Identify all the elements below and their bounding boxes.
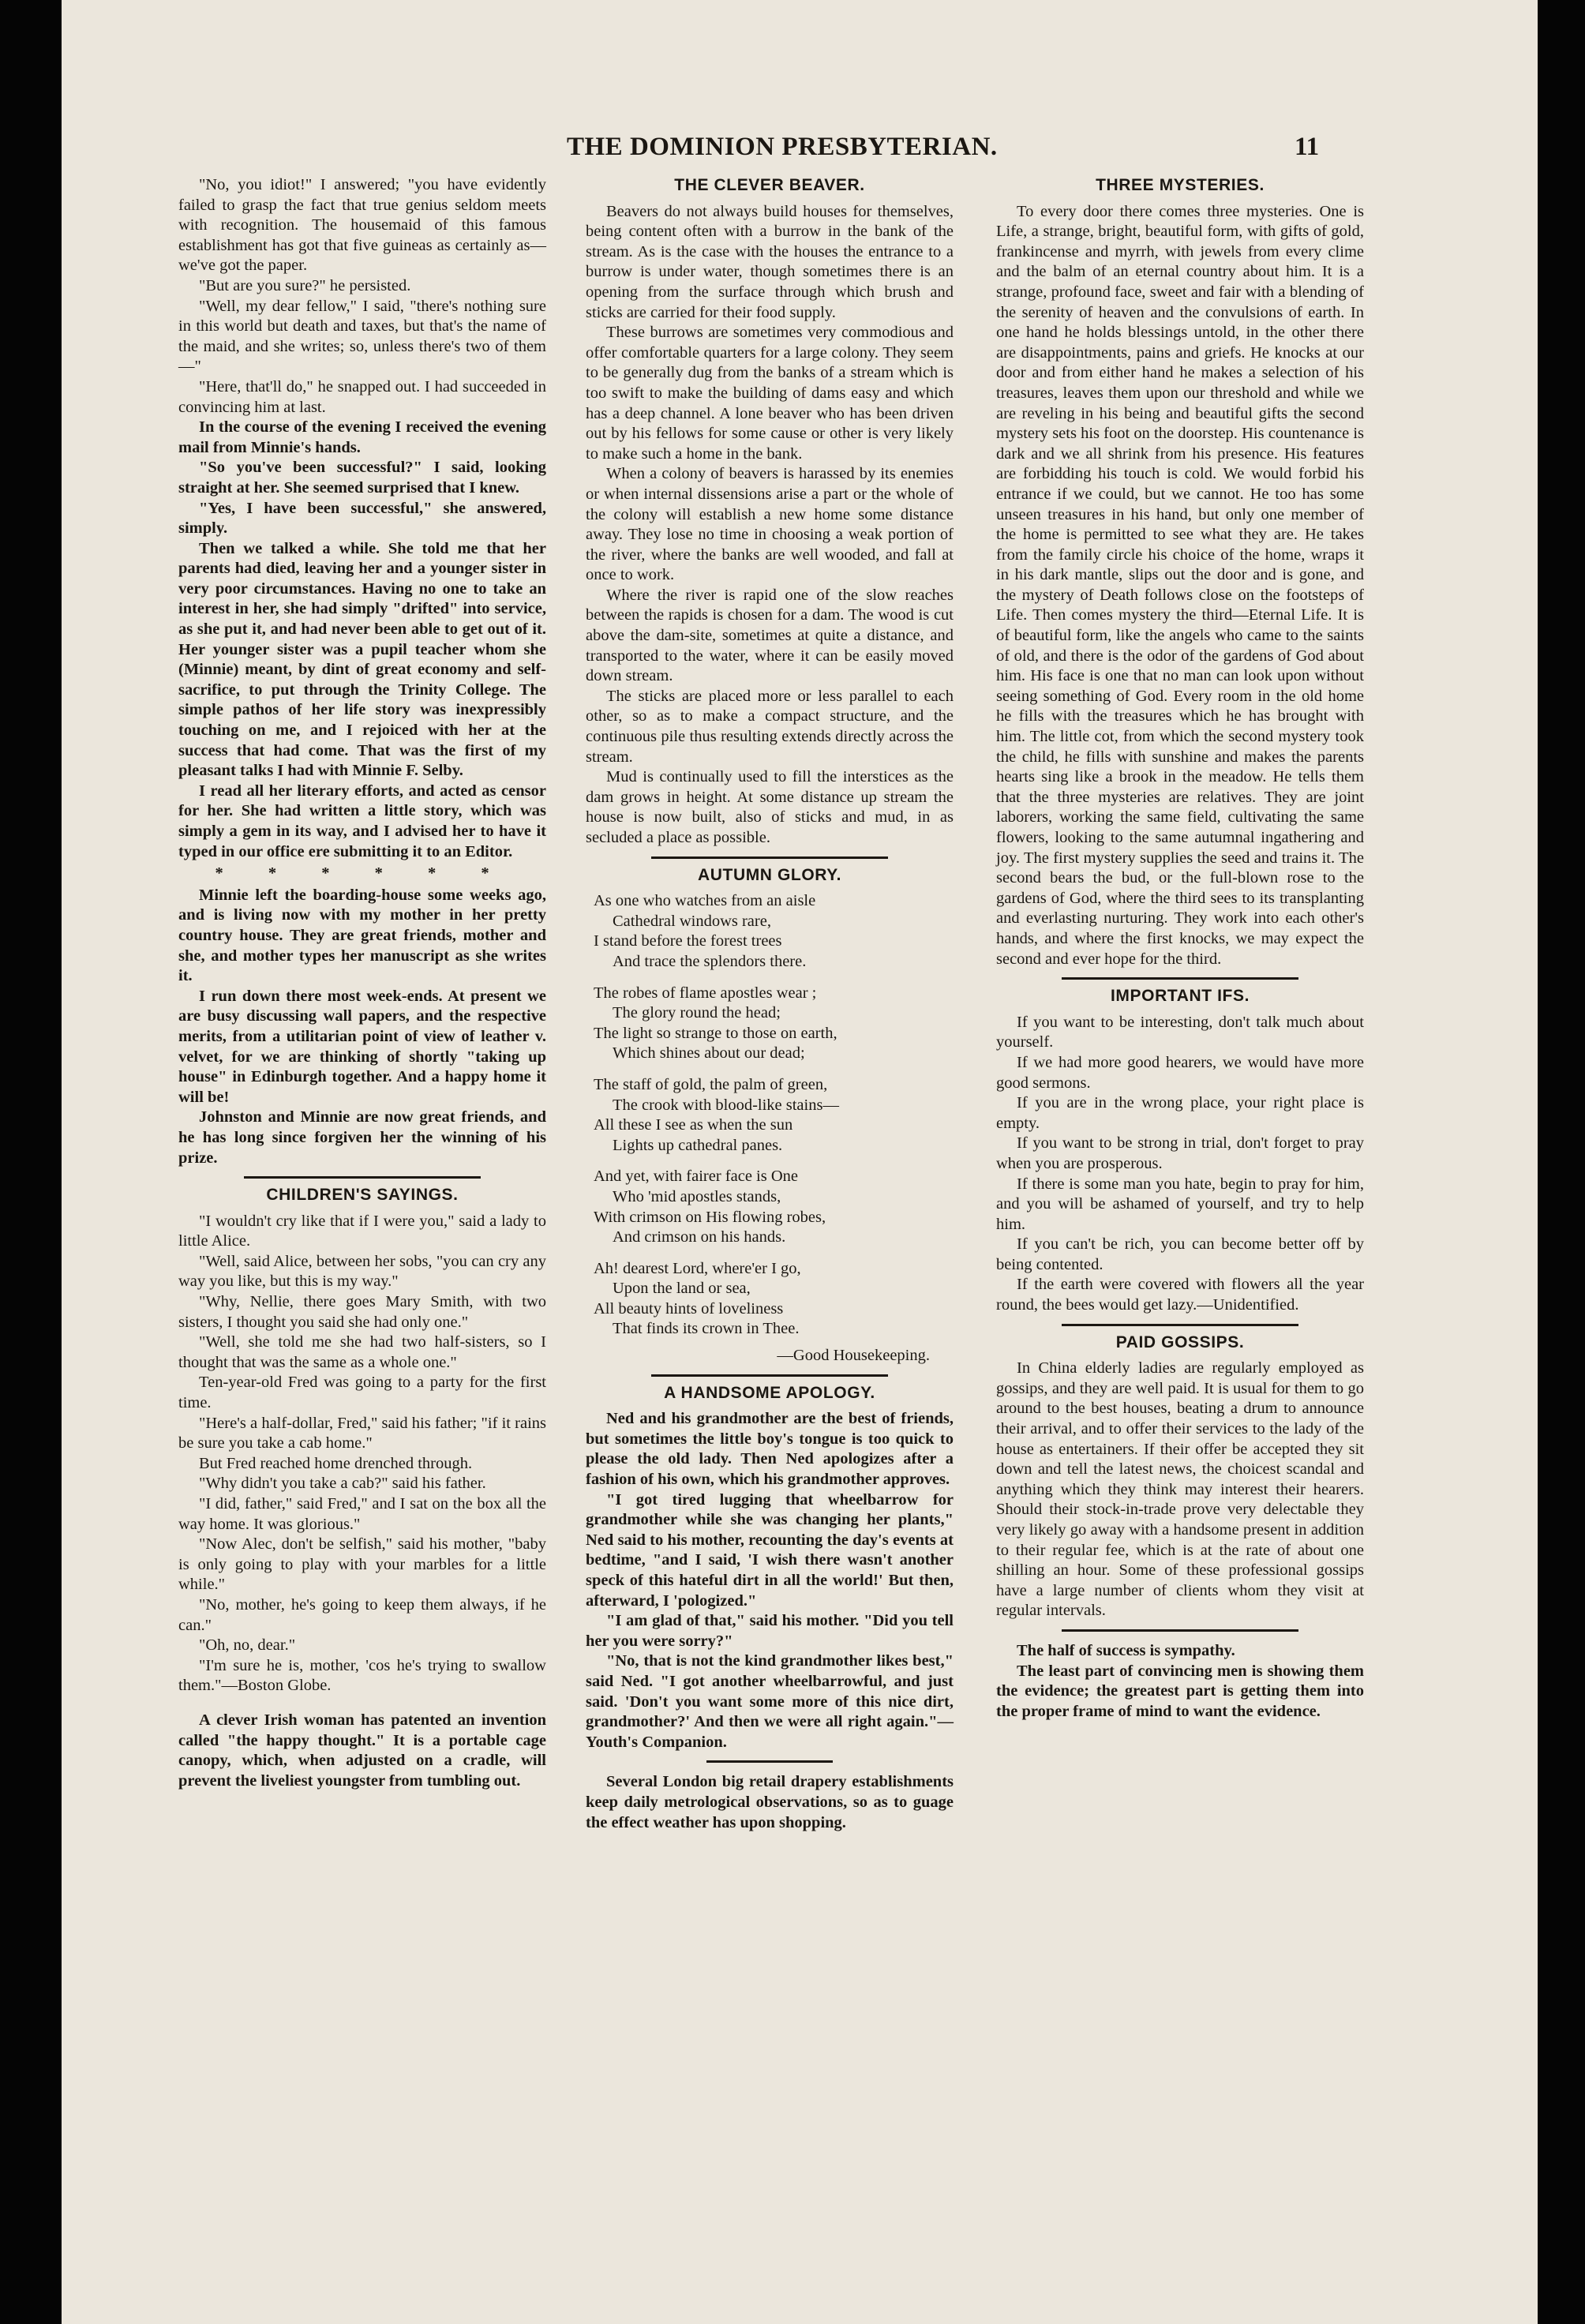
poem-line: The light so strange to those on earth, — [594, 1024, 837, 1042]
article-paragraph: If there is some man you hate, begin to pray for him, and you will be ashamed of yourself, and try to help him. — [996, 1175, 1364, 1233]
poem-attribution: —Good Housekeeping. — [777, 1347, 930, 1365]
article-title-autumn-glory: AUTUMN GLORY. — [697, 865, 841, 884]
poem-line: And trace the splendors there. — [613, 952, 807, 970]
article-paragraph: Beavers do not always build houses for themselves, being content often with a burrow in the bank of the stream. As is the case with the houses the entrance to a burrow is under water, though sometimes there is an opening from the surface through which brush and sticks are carried for their food supply. — [586, 202, 954, 321]
spacer — [178, 1696, 546, 1711]
poem-line: And crimson on his hands. — [613, 1228, 786, 1246]
poem-line: Who 'mid apostles stands, — [613, 1187, 781, 1205]
poem-stanza — [594, 1167, 954, 1247]
section-rule — [1062, 1629, 1298, 1632]
poem-autumn-glory — [594, 891, 954, 1340]
column-1 — [178, 175, 546, 1791]
story-continuation — [178, 175, 546, 1168]
story-paragraph: "Here, that'll do," he snapped out. I had succeeded in convincing him at last. — [178, 377, 546, 416]
article-title-paid-gossips: PAID GOSSIPS. — [1115, 1333, 1245, 1351]
poem-line: As one who watches from an aisle — [594, 892, 816, 910]
article-paragraph: Ned and his grandmother are the best of friends, but sometimes the little boy's tongue is too quick to please the old lady. Then Ned apologizes after a fashion of his own, which his grandmother approves. — [586, 1410, 954, 1489]
poem-line: All beauty hints of loveliness — [594, 1299, 784, 1318]
article-paragraph: But Fred reached home drenched through. — [199, 1454, 473, 1472]
article-paragraph: If you want to be strong in trial, don't forget to pray when you are prosperous. — [996, 1134, 1364, 1172]
article-title-three-mysteries: THREE MYSTERIES. — [1096, 176, 1265, 194]
article-paragraph: "I'm sure he is, mother, 'cos he's trying to swallow them."—Boston Globe. — [178, 1656, 546, 1695]
article-paragraph: If you are in the wrong place, your right place is empty. — [996, 1094, 1364, 1132]
article-title-clever-beaver: THE CLEVER BEAVER. — [674, 176, 865, 194]
article-paragraph: "I did, father," said Fred," and I sat on the box all the way home. It was glorious." — [178, 1495, 546, 1533]
article-paragraph: "Here's a half-dollar, Fred," said his father; "if it rains be sure you take a cab home." — [178, 1414, 546, 1452]
article-title-important-ifs: IMPORTANT IFS. — [1111, 987, 1250, 1006]
poem-line: Which shines about our dead; — [613, 1044, 805, 1063]
article-paragraph: If the earth were covered with flowers all the year round, the bees would get lazy.—Unidentified. — [996, 1276, 1364, 1314]
article-paragraph: If you can't be rich, you can become better off by being contented. — [996, 1235, 1364, 1273]
irish-invention-paragraph: A clever Irish woman has patented an invention called "the happy thought." It is a portable cage canopy, which, when adjusted on a cradle, will prevent the liveliest youngster from tumbling out. — [178, 1711, 546, 1790]
poem-line: Cathedral windows rare, — [613, 912, 771, 930]
section-stars: * * * * * * — [215, 864, 510, 883]
poem-line: Upon the land or sea, — [613, 1280, 751, 1298]
article-paragraph: "Well, said Alice, between her sobs, "you can cry any way you like, but this is my way." — [178, 1252, 546, 1291]
article-important-ifs — [996, 1013, 1364, 1316]
article-paragraph: In China elderly ladies are regularly employed as gossips, and they are well paid. It is usual for them to go around to the best houses, beating a drum to announce their arrival, and to offer their services to the lady of the house as entertainers. If their offer be accepted they sit down and tell the latest news, the choicest scandal and anything which they think may interest their hearers. Should their stock-in-trade prove very delectable they very likely go away with a handsome present in addition to their regular fee, which is at the rate of about one shilling an hour. Some of these professional gossips have a large number of clients whom they visit at regular intervals. — [996, 1359, 1364, 1620]
poem-line: All these I see as when the sun — [594, 1116, 793, 1134]
article-paragraph: "No, mother, he's going to keep them always, if he can." — [178, 1595, 546, 1634]
poem-line: Ah! dearest Lord, where'er I go, — [594, 1259, 801, 1277]
poem-line: The robes of flame apostles wear ; — [594, 984, 817, 1002]
story-paragraph: "No, you idiot!" I answered; "you have evidently failed to grasp the fact that true genius seldom meets with recognition. The housemaid of this famous establishment has got that five guineas as certainly as—we've got the paper. — [178, 176, 546, 275]
story-paragraph: Then we talked a while. She told me that her parents had died, leaving her and a younger sister in very poor circumstances. Having no one to take an interest in her, she had simply "drifted" into service, as she put it, and had never been able to get out of it. Her younger sister was a pupil teacher whom she (Minnie) meant, by dint of great economy and self-sacrifice, to put through the Trinity College. The simple pathos of her life story was inexpressibly touching on me, and I rejoiced with her at the success that had come. That was the first of my pleasant talks I had with Minnie F. Selby. — [178, 539, 546, 780]
section-rule — [706, 1760, 833, 1763]
poem-line: With crimson on His flowing robes, — [594, 1208, 826, 1226]
article-paragraph: "I got tired lugging that wheelbarrow for grandmother while she was changing her plants," Ned said to his mother, recounting the day's events at bedtime, "and I said, 'I wish there wasn't another speck of this hateful dirt in all the world!' But then, afterward, I 'pologized." — [586, 1490, 954, 1610]
article-paragraph: "I am glad of that," said his mother. "Did you tell her you were sorry?" — [586, 1612, 954, 1650]
story-paragraph: "Well, my dear fellow," I said, "there's nothing sure in this world but death and taxes, but that's the name of the maid, and she writes; so, unless there's two of them—" — [178, 297, 546, 376]
sympathy-paragraph: The least part of convincing men is showing them the evidence; the greatest part is getting them into the proper frame of mind to want the evidence. — [996, 1662, 1364, 1720]
article-paragraph: "Oh, no, dear." — [199, 1636, 296, 1655]
story-paragraph: Johnston and Minnie are now great friends, and he has long since forgiven her the winning of his prize. — [178, 1108, 546, 1167]
article-paragraph: When a colony of beavers is harassed by its enemies or when internal dissensions arise a part or the whole of the colony will establish a new home some distance away. They lose no time in choosing a weak portion of the river, where the banks are well wooded, and fall at once to work. — [586, 465, 954, 584]
article-paragraph: "Now Alec, don't be selfish," said his mother, "baby is only going to play with your marbles for a little while." — [178, 1535, 546, 1594]
article-paragraph: To every door there comes three mysteries. One is Life, a strange, bright, beautiful form, with gifts of gold, frankincense and myrrh, with jewels from every clime and the balm of an eternal country about him. It is a strange, profound face, sweet and fair with a blending of the serenity of heaven and the convulsions of earth. In one hand he holds blessings untold, in the other there are disappointments, pains and griefs. He knocks at our door and from either hand he makes a selection of his treasures, leaves them upon our threshold and while we are reveling in his being and beautiful gifts the second mystery sets his foot on the doorstep. His countenance is dark and we all shrink from his presence. His features are forbidding his touch is cold. We would forbid his entrance if we could, but we cannot. He too has some unseen treasures in his hand, but only one member of the home is permitted to see what they are. He takes from the family circle his choice of the home, wraps it in his dark mantle, slips out the door and is gone, and the mystery of Death follows close on the footsteps of Life. Then comes mystery the third—Eternal Life. It is of beautiful form, like the angels who came to the saints of old, and there is the odor of the gardens of God about him. His face is one that no man can look upon without seeing something of God. Every room in the old home he fills with the treasures which he has brought with him. The little cot, from which the second mystery took the child, he fills with sunshine and makes the parents hearts sing like a brook in the meadow. He tells them that the three mysteries are relatives. They are joint laborers, working the same field, cultivating the same flowers, looking to the same autumnal ingathering and joy. The first mystery supplies the seed and trains it. The second bears the bud, or the full-blown rose to the gardens of God, where the third sees to its transplanting and everlasting nurturing. They work into each other's hands, and where the first knocks, we may expect the second and ever hope for the third. — [996, 202, 1364, 968]
column-2 — [586, 175, 954, 1833]
article-title-childrens-sayings: CHILDREN'S SAYINGS. — [266, 1186, 459, 1205]
article-paragraph: "I wouldn't cry like that if I were you," said a lady to little Alice. — [178, 1212, 546, 1250]
article-paragraph: "Why didn't you take a cab?" said his father. — [199, 1475, 486, 1493]
article-paragraph: "Why, Nellie, there goes Mary Smith, with two sisters, I thought you said she had only one." — [178, 1293, 546, 1331]
article-paragraph: Where the river is rapid one of the slow reaches between the rapids is chosen for a dam. The wood is cut above the dam-site, sometimes at quite a distance, and transported to the water, where it can be easily moved down stream. — [586, 586, 954, 685]
poem-stanza — [594, 984, 954, 1064]
article-paragraph: Ten-year-old Fred was going to a party for the first time. — [178, 1374, 546, 1412]
poem-stanza — [594, 891, 954, 972]
article-paragraph: Mud is continually used to fill the interstices as the dam grows in height. At some distance up stream the house is now built, also of sticks and mud, in as secluded a place as possible. — [586, 768, 954, 846]
poem-line: The glory round the head; — [613, 1004, 781, 1022]
poem-line: The staff of gold, the palm of green, — [594, 1075, 828, 1093]
story-paragraph: In the course of the evening I received the evening mail from Minnie's hands. — [178, 418, 546, 456]
article-paragraph: These burrows are sometimes very commodious and offer comfortable quarters for a large colony. They seem to be generally dug from the banks of a stream which is too swift to make the building of dams easy and which has a deep channel. A lone beaver who has been driven out by his fellows for some cause or other is very likely to make such a home in the bank. — [586, 324, 954, 463]
story-paragraph: "But are you sure?" he persisted. — [199, 276, 411, 294]
section-rule — [1062, 977, 1298, 980]
sympathy-paragraph: The half of success is sympathy. — [1017, 1641, 1235, 1659]
section-rule — [651, 1374, 888, 1377]
column-3 — [996, 175, 1364, 1722]
story-paragraph: I read all her literary efforts, and acted as censor for her. She had written a little story, which was simply a gem in its way, and I advised her to have it typed in our office ere submitting it to an Editor. — [178, 782, 546, 860]
newspaper-page — [62, 0, 1538, 2324]
poem-line: That finds its crown in Thee. — [613, 1320, 800, 1338]
article-paragraph: If you want to be interesting, don't talk much about yourself. — [996, 1013, 1364, 1051]
poem-stanza — [594, 1259, 954, 1340]
page-number: 11 — [1295, 133, 1320, 161]
article-handsome-apology — [586, 1409, 954, 1752]
poem-line: The crook with blood-like stains— — [613, 1096, 839, 1114]
story-paragraph: "Yes, I have been successful," she answered, simply. — [178, 499, 546, 538]
drapery-paragraph: Several London big retail drapery establishments keep daily metrological observations, so as to guage the effect weather has upon shopping. — [586, 1773, 954, 1831]
section-rule — [1062, 1324, 1298, 1326]
article-clever-beaver — [586, 202, 954, 849]
spacer — [586, 1766, 954, 1772]
article-paragraph: "No, that is not the kind grandmother likes best," said Ned. "I got another wheelbarrowful, and just said. 'Don't you want some more of this nice dirt, grandmother?' And then we were all right again."—Youth's Companion. — [586, 1652, 954, 1751]
masthead: THE DOMINION PRESBYTERIAN. — [567, 133, 998, 161]
poem-line: Lights up cathedral panes. — [613, 1136, 783, 1154]
article-childrens-sayings — [178, 1212, 546, 1696]
article-paragraph: If we had more good hearers, we would have more good sermons. — [996, 1053, 1364, 1092]
story-paragraph: Minnie left the boarding-house some weeks ago, and is living now with my mother in her pretty country house. They are great friends, mother and she, and mother types her manuscript as she writes it. — [178, 886, 546, 985]
poem-line: And yet, with fairer face is One — [594, 1168, 798, 1186]
story-paragraph: "So you've been successful?" I said, looking straight at her. She seemed surprised that I knew. — [178, 459, 546, 497]
article-paragraph: The sticks are placed more or less parallel to each other, so as to make a compact structure, and the continuous pile thus resulting extends directly across the stream. — [586, 687, 954, 766]
section-rule — [244, 1176, 481, 1179]
spacer — [996, 1635, 1364, 1641]
section-rule — [651, 857, 888, 859]
article-paragraph: "Well, she told me she had two half-sisters, so I thought that was the same as a whole one." — [178, 1333, 546, 1371]
poem-line: I stand before the forest trees — [594, 932, 782, 950]
poem-stanza — [594, 1075, 954, 1156]
story-paragraph: I run down there most week-ends. At present we are busy discussing wall papers, and the respective merits, from a utilitarian point of view of leather v. velvet, for we are thinking of shortly "taking up house" in Edinburgh together. And a happy home it will be! — [178, 987, 546, 1106]
article-title-handsome-apology: A HANDSOME APOLOGY. — [664, 1383, 875, 1402]
page-header — [62, 133, 1538, 172]
